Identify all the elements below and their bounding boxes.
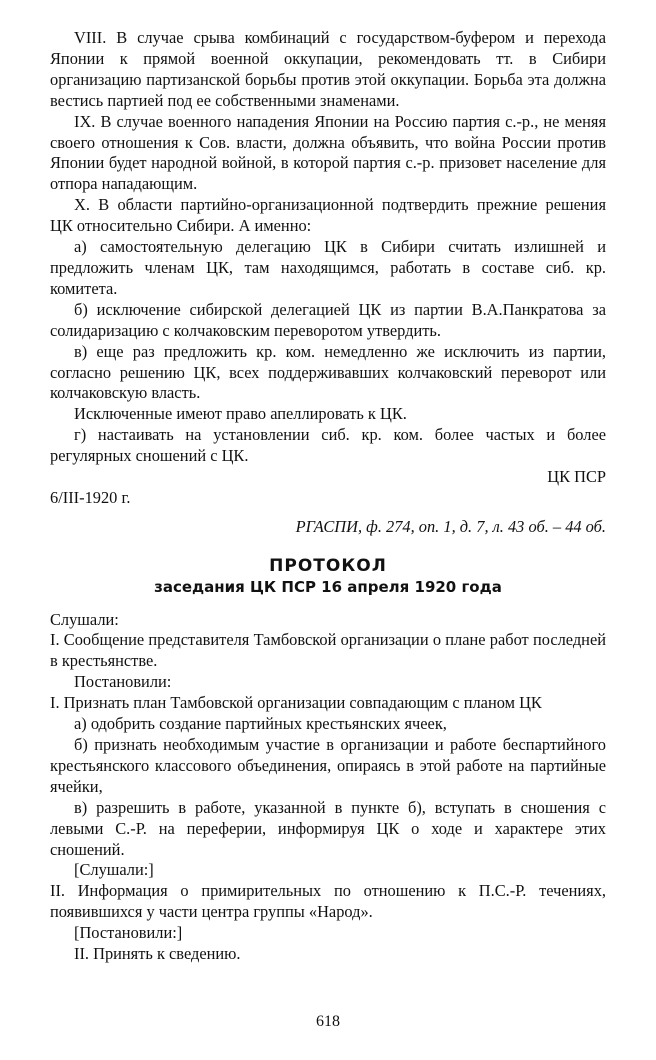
heard-1-text: I. Сообщение представителя Тамбовской организации о плане работ последней в крестьянстве. (50, 630, 606, 671)
paragraph-ix: IX. В случае военного нападения Японии на Россию партия с.-р., не меняя своего отношения к Сов. власти, должна объявить, что война России против Японии будет народной войной, в которой партия с.-р. призовет население для отпора нападающим. (50, 111, 606, 194)
paragraph-x-a: а) самостоятельную делегацию ЦК в Сибири считать излишней и предложить членам ЦК, там находящимся, работать в составе сиб. кр. комитета. (50, 237, 606, 298)
heard-2-text: II. Информация о примирительных по отношению к П.С.-Р. течениях, появившихся у части центра группы «Народ». (50, 881, 606, 922)
signature: ЦК ПСР (547, 467, 606, 487)
heard-2-label: [Слушали:] (74, 860, 154, 880)
decided-1-a: а) одобрить создание партийных крестьянских ячеек, (74, 714, 447, 734)
decided-2-label: [Постановили:] (74, 923, 183, 943)
decided-1-b: б) признать необходимым участие в организации и работе беспартийного крестьянского классового объединения, опираясь в этой работе на партийные ячейки, (50, 735, 606, 796)
protocol-title: ПРОТОКОЛ (269, 555, 387, 576)
paragraph-x-b: б) исключение сибирской делегацией ЦК из партии В.А.Панкратова за солидаризацию с колчаковским переворотом утвердить. (50, 299, 606, 340)
document-date: 6/III-1920 г. (50, 487, 131, 507)
paragraph-x-g: г) настаивать на установлении сиб. кр. ком. более частых и более регулярных сношений с ЦК. (50, 425, 606, 466)
paragraph-x: X. В области партийно-организационной подтвердить прежние решения ЦК относительно Сибири. А именно: (50, 195, 606, 236)
page-number: 618 (316, 1013, 340, 1030)
paragraph-viii: VIII. В случае срыва комбинаций с государством-буфером и перехода Японии к прямой военной оккупации, рекомендовать тт. в Сибири организацию партизанской борьбы против этой оккупации. Борьба эта должна вестись партией под ее собственными знаменами. (50, 28, 606, 110)
archive-source: РГАСПИ, ф. 274, оп. 1, д. 7, л. 43 об. – 44 об. (295, 516, 606, 536)
protocol-subtitle: заседания ЦК ПСР 16 апреля 1920 года (154, 577, 502, 596)
decided-1-label: Постановили: (74, 672, 172, 692)
decided-1-v: в) разрешить в работе, указанной в пункте б), вступать в сношения с левыми С.-Р. на переферии, информируя ЦК о ходе и характере этих сношений. (50, 797, 606, 859)
document-page (50, 28, 606, 965)
decided-1-text: I. Признать план Тамбовской организации совпадающим с планом ЦК (50, 693, 542, 713)
heard-1-label: Слушали: (50, 609, 119, 629)
paragraph-x-v: в) еще раз предложить кр. ком. немедленно же исключить из партии, согласно решению ЦК, всех поддерживавших колчаковский переворот или колчаковскую власть. (50, 341, 606, 403)
decided-2-text: II. Принять к сведению. (74, 944, 241, 964)
paragraph-excluded: Исключенные имеют право апеллировать к ЦК. (74, 404, 407, 424)
